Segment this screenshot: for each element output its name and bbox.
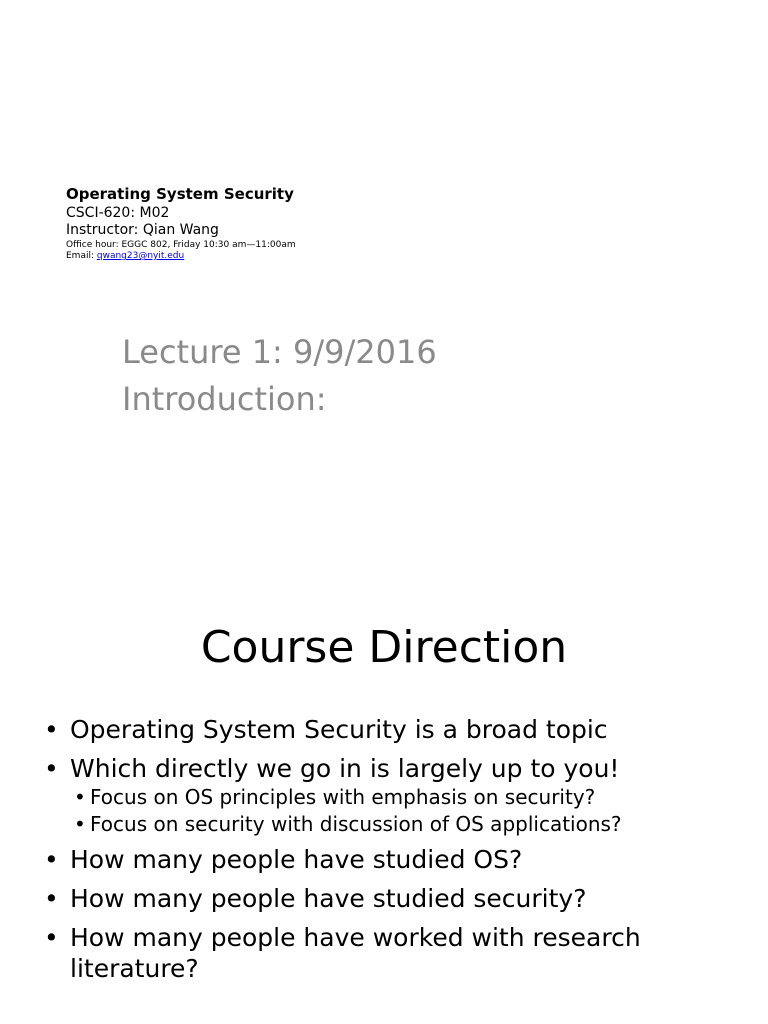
slide-heading: Course Direction — [200, 622, 568, 673]
bullet-item: • How many people have worked with research literature? — [44, 922, 744, 984]
course-code: CSCI-620: M02 — [66, 205, 170, 221]
introduction-label: Introduction: — [122, 380, 327, 418]
bullet-item: • Which directly we go in is largely up to you! — [44, 753, 744, 784]
email-label: Email: — [66, 251, 97, 261]
email-line — [66, 251, 184, 262]
bullet-item: • How many people have studied security? — [44, 883, 744, 914]
course-direction-slide — [0, 512, 768, 1024]
bullet-item: • How many people have studied OS? — [44, 844, 744, 875]
email-link[interactable]: qwang23@nyit.edu — [96, 251, 185, 261]
office-hours: Office hour: EGGC 802, Friday 10:30 am—11:00am — [66, 240, 296, 250]
bullet-item: • Operating System Security is a broad topic — [44, 714, 744, 745]
bullet-list — [44, 714, 744, 992]
instructor-name: Instructor: Qian Wang — [66, 222, 219, 238]
lecture-date: Lecture 1: 9/9/2016 — [122, 333, 437, 371]
sub-bullet-item: • Focus on security with discussion of OS applications? — [74, 811, 744, 838]
sub-bullet-item: • Focus on OS principles with emphasis on security? — [74, 784, 744, 811]
sub-bullet-list — [44, 784, 744, 838]
course-title: Operating System Security — [66, 185, 294, 203]
